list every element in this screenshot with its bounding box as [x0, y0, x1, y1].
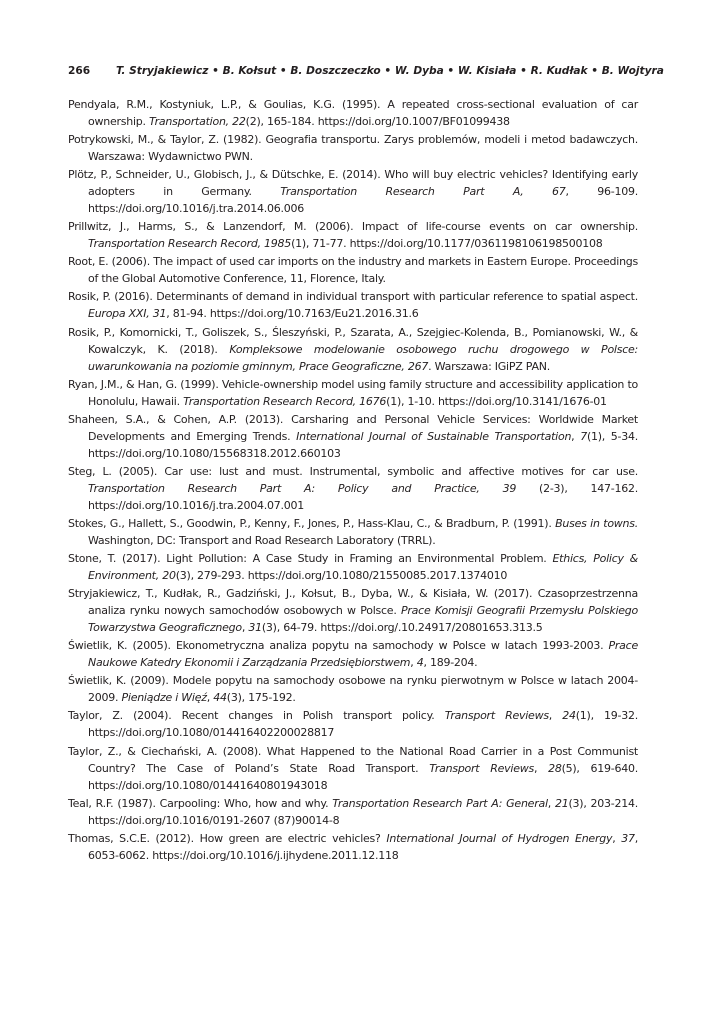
reference-entry — [68, 795, 638, 829]
reference-entry — [68, 218, 638, 252]
reference-italic-segment: Transport Reviews — [444, 709, 549, 723]
reference-text-segment: Ryan, J.M., & Han, G. (1999). Vehicle-ownership model using family structure and accessibility application to Honolulu, Hawaii. — [68, 377, 638, 408]
reference-entry — [68, 166, 638, 217]
reference-text-segment: (1), 5-34. https://doi.org/10.1080/15568318.2012.660103 — [88, 429, 638, 460]
reference-text-segment: , — [612, 831, 622, 845]
reference-text-segment: Plötz, P., Schneider, U., Globisch, J., & Dütschke, E. (2014). Who will buy electric vehicles? Identifying early adopters in Germany. — [68, 168, 638, 199]
reference-italic-segment: International Journal of Hydrogen Energy — [386, 831, 613, 845]
reference-text-segment: Root, E. (2006). The impact of used car imports on the industry and markets in Eastern Europe. Proceedings of the Global Automotive Conference, 11, Florence, Italy. — [68, 255, 638, 286]
reference-text-segment: Taylor, Z., & Ciechański, A. (2008). What Happened to the National Road Carrier in a Post Communist Country? The Case of Poland’s State Road Transport. — [68, 744, 638, 775]
reference-text-segment: , 6053-6062. https://doi.org/10.1016/j.ijhydene.2011.12.118 — [88, 831, 638, 862]
reference-entry — [68, 131, 638, 165]
reference-text-segment: Prillwitz, J., Harms, S., & Lanzendorf, M. (2006). Impact of life-course events on car ownership. — [68, 220, 638, 234]
reference-entry — [68, 550, 638, 584]
reference-text-segment: , — [533, 761, 549, 775]
reference-text-segment: (3), 279-293. https://doi.org/10.1080/21550085.2017.1374010 — [175, 569, 508, 583]
reference-text-segment: , — [241, 621, 249, 635]
reference-text-segment: Potrykowski, M., & Taylor, Z. (1982). Geografia transportu. Zarys problemów, modeli i metod badawczych. Warszawa: Wydawnictwo PWN. — [68, 133, 638, 164]
reference-text-segment: (2), 165-184. https://doi.org/10.1007/BF01099438 — [245, 115, 510, 128]
reference-italic-segment: Transportation Research Part A, 67 — [280, 185, 566, 199]
reference-text-segment: Rosik, P. (2016). Determinants of demand in individual transport with particular reference to spatial aspect. — [68, 290, 638, 304]
reference-entry — [68, 672, 638, 706]
reference-text-segment: Rosik, P., Komornicki, T., Goliszek, S., Śleszyński, P., Szarata, A., Szejgiec-Kolenda, B., Pomianowski, W., & Kowalczyk, K. (2018). — [68, 325, 638, 356]
running-header-authors: T. Stryjakiewicz • B. Kołsut • B. Doszczeczko • W. Dyba • W. Kisiała • R. Kudłak • B. Wojtyra — [116, 65, 664, 77]
reference-entry — [68, 585, 638, 636]
reference-text-segment: (3), 64-79. https://doi.org/.10.24917/20801653.313.5 — [261, 621, 543, 635]
reference-entry — [68, 637, 638, 671]
page-number: 266 — [68, 65, 91, 77]
reference-text-segment: Stone, T. (2017). Light Pollution: A Case Study in Framing an Environmental Problem. — [68, 552, 553, 566]
reference-text-segment: (1), 71-77. https://doi.org/10.1177/0361198106198500108 — [291, 237, 603, 251]
reference-entry — [68, 324, 638, 375]
reference-text-segment: (3), 175-192. — [226, 691, 296, 705]
reference-text-segment: . Warszawa: IGiPZ PAN. — [428, 359, 550, 373]
reference-italic-segment: Transportation Research Record, 1676 — [183, 394, 387, 408]
reference-text-segment: Shaheen, S.A., & Cohen, A.P. (2013). Carsharing and Personal Vehicle Services: Worldwide Market Developments and Emerging Trends. — [68, 412, 638, 443]
reference-text-segment: , — [410, 656, 417, 670]
reference-italic-segment: Transportation Research Part A: Policy and Practice, 39 — [88, 481, 517, 495]
reference-italic-segment: Kompleksowe modelowanie osobowego ruchu drogowego w Polsce: uwarunkowania na poziomie gminnym, Prace Geograficzne, 267 — [88, 342, 638, 373]
reference-italic-segment: 44 — [213, 691, 227, 705]
reference-text-segment: Thomas, S.C.E. (2012). How green are electric vehicles? — [68, 831, 387, 845]
reference-entry — [68, 463, 638, 514]
reference-text-segment: , — [548, 709, 563, 723]
reference-italic-segment: 21 — [554, 796, 569, 810]
reference-text-segment: Steg, L. (2005). Car use: lust and must. Instrumental, symbolic and affective motives for car use. — [68, 464, 638, 478]
reference-text-segment: Świetlik, K. (2005). Ekonometryczna analiza popytu na samochody w Polsce w latach 1993-2003. — [68, 639, 609, 653]
reference-text-segment: Stryjakiewicz, T., Kudłak, R., Gadziński, J., Kołsut, B., Dyba, W., & Kisiała, W. (2017). Czasoprzestrzenna analiza rynku nowych samochodów osobowych w Polsce. — [68, 587, 638, 618]
reference-italic-segment: International Journal of Sustainable Transportation — [296, 429, 572, 443]
reference-italic-segment: Pieniądze i Więź — [121, 691, 207, 705]
reference-italic-segment: Transportation Research Part A: General — [332, 796, 548, 810]
reference-text-segment: Pendyala, R.M., Kostyniuk, L.P., & Goulias, K.G. (1995). A repeated cross-sectional evaluation of car ownership. — [68, 98, 638, 128]
reference-text-segment: (1), 19-32. https://doi.org/10.1080/014416402200028817 — [88, 709, 638, 740]
reference-text-segment: , 96-109. https://doi.org/10.1016/j.tra.2014.06.006 — [88, 185, 638, 216]
reference-text-segment: (1), 1-10. https://doi.org/10.3141/1676-01 — [386, 394, 607, 408]
reference-text-segment: (2-3), 147-162. https://doi.org/10.1016/j.tra.2004.07.001 — [88, 481, 638, 512]
reference-italic-segment: Prace Naukowe Katedry Ekonomii i Zarządzania Przedsiębiorstwem — [88, 639, 638, 670]
reference-text-segment: (3), 203-214. https://doi.org/10.1016/0191-2607 (87)90014-8 — [88, 796, 638, 827]
reference-italic-segment: 4 — [416, 656, 424, 670]
reference-entry — [68, 253, 638, 287]
reference-text-segment: , 81-94. https://doi.org/10.7163/Eu21.2016.31.6 — [166, 307, 419, 321]
reference-italic-segment: 37 — [621, 831, 635, 845]
reference-text-segment: , — [571, 429, 581, 443]
reference-text-segment: Świetlik, K. (2009). Modele popytu na samochody osobowe na rynku pierwotnym w Polsce w latach 2004-2009. — [68, 674, 638, 705]
reference-text-segment: , — [206, 691, 214, 705]
reference-italic-segment: 31 — [248, 621, 262, 635]
reference-list — [68, 96, 638, 865]
reference-text-segment: Teal, R.F. (1987). Carpooling: Who, how and why. — [68, 796, 333, 810]
running-header — [68, 65, 664, 77]
reference-entry — [68, 288, 638, 322]
reference-entry — [68, 376, 638, 410]
reference-italic-segment: 28 — [548, 761, 562, 775]
reference-entry — [68, 515, 638, 549]
reference-italic-segment: Transportation, 22 — [148, 115, 246, 128]
reference-entry — [68, 96, 638, 130]
reference-italic-segment: Europa XXI, 31 — [88, 307, 167, 321]
reference-entry — [68, 743, 638, 794]
reference-italic-segment: Prace Komisji Geografii Przemysłu Polskiego Towarzystwa Geograficznego — [88, 604, 638, 635]
reference-text-segment: , — [547, 796, 555, 810]
reference-entry — [68, 830, 638, 864]
reference-text-segment: Taylor, Z. (2004). Recent changes in Polish transport policy. — [68, 709, 445, 723]
reference-italic-segment: Transportation Research Record, 1985 — [88, 237, 292, 251]
reference-italic-segment: Buses in towns. — [555, 516, 638, 530]
reference-text-segment: Washington, DC: Transport and Road Research Laboratory (TRRL). — [88, 533, 436, 547]
reference-entry — [68, 707, 638, 741]
reference-text-segment: (5), 619-640. https://doi.org/10.1080/01441640801943018 — [88, 761, 638, 792]
reference-italic-segment: 7 — [580, 429, 587, 443]
reference-italic-segment: 24 — [562, 709, 576, 723]
reference-italic-segment: Ethics, Policy & Environment, 20 — [88, 552, 639, 583]
reference-text-segment: , 189-204. — [423, 656, 478, 670]
reference-entry — [68, 411, 638, 462]
reference-italic-segment: Transport Reviews — [429, 761, 534, 775]
reference-text-segment: Stokes, G., Hallett, S., Goodwin, P., Kenny, F., Jones, P., Hass-Klau, C., & Bradburn, P. (1991). — [68, 516, 556, 530]
